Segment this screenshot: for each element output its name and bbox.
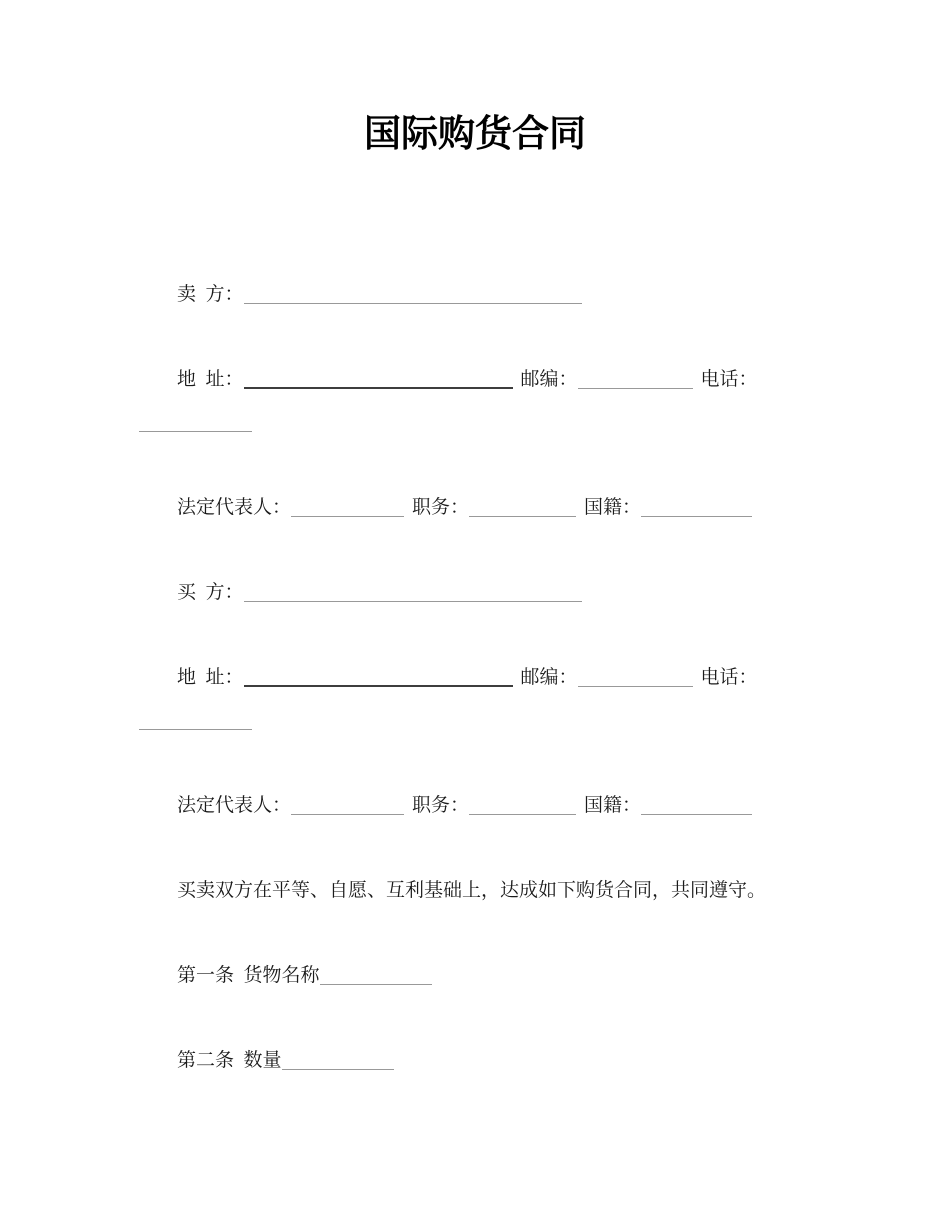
article-2-label: 第二条 数量 <box>177 1050 282 1071</box>
seller-address-label: 地 址： <box>177 369 244 390</box>
seller-phone-label: 电话： <box>700 369 758 390</box>
buyer-address-label: 地 址： <box>177 667 244 688</box>
seller-postal-label: 邮编： <box>520 369 578 390</box>
seller-address-blank[interactable] <box>244 375 513 389</box>
buyer-phone-label: 电话： <box>700 667 758 688</box>
seller-nationality-label: 国籍： <box>584 497 642 518</box>
seller-nationality-blank[interactable] <box>641 503 752 517</box>
buyer-address-row <box>139 656 850 742</box>
buyer-name-blank[interactable] <box>244 588 582 602</box>
buyer-position-blank[interactable] <box>469 801 576 815</box>
buyer-rep-blank[interactable] <box>291 801 404 815</box>
buyer-postal-label: 邮编： <box>520 667 578 688</box>
buyer-address-blank[interactable] <box>244 673 513 687</box>
preamble-paragraph <box>139 869 850 912</box>
contract-body <box>0 273 950 1082</box>
seller-position-blank[interactable] <box>469 503 576 517</box>
article-2-blank[interactable] <box>282 1056 394 1070</box>
buyer-rep-label: 法定代表人： <box>177 795 292 816</box>
seller-rep-blank[interactable] <box>291 503 404 517</box>
article-2-row <box>139 1039 850 1082</box>
seller-rep-row <box>139 486 850 529</box>
seller-phone-blank[interactable] <box>139 418 252 432</box>
article-1-blank[interactable] <box>320 971 432 985</box>
article-1-label: 第一条 货物名称 <box>177 965 320 986</box>
seller-position-label: 职务： <box>412 497 470 518</box>
buyer-postal-blank[interactable] <box>578 673 693 687</box>
seller-rep-label: 法定代表人： <box>177 497 292 518</box>
buyer-nationality-label: 国籍： <box>584 795 642 816</box>
seller-postal-blank[interactable] <box>578 375 693 389</box>
preamble-text: 买卖双方在平等、自愿、互利基础上，达成如下购货合同，共同遵守。 <box>177 880 767 901</box>
seller-name-row <box>139 273 850 316</box>
contract-title: 国际购货合同 <box>364 113 586 154</box>
buyer-position-label: 职务： <box>412 795 470 816</box>
buyer-phone-blank[interactable] <box>139 716 252 730</box>
seller-address-row <box>139 358 850 444</box>
buyer-name-label: 买 方： <box>177 582 244 603</box>
buyer-nationality-blank[interactable] <box>641 801 752 815</box>
article-1-row <box>139 954 850 997</box>
seller-name-blank[interactable] <box>244 290 582 304</box>
buyer-name-row <box>139 571 850 614</box>
seller-name-label: 卖 方： <box>177 284 244 305</box>
buyer-rep-row <box>139 784 850 827</box>
